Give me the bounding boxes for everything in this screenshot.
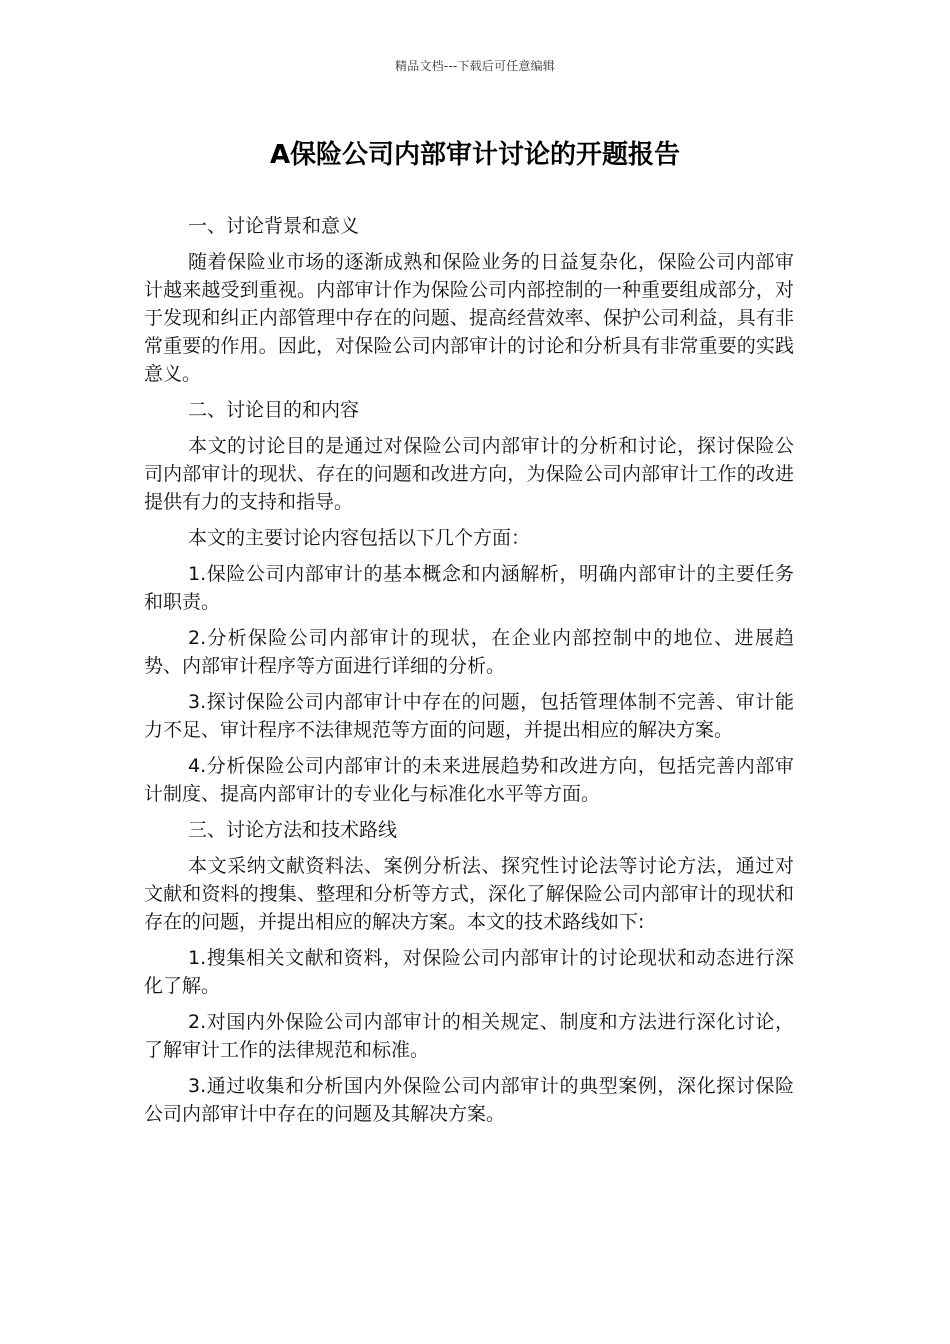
document-body: [144, 212, 794, 1136]
route-item-1: 1.搜集相关文献和资料，对保险公司内部审计的讨论现状和动态进行深化了解。: [144, 947, 794, 997]
section-heading-purpose: 二、讨论目的和内容: [188, 399, 360, 421]
route-item-3: 3.通过收集和分析国内外保险公司内部审计的典型案例，深化探讨保险公司内部审计中存在的问题及其解决方案。: [144, 1075, 794, 1125]
content-item-3: 3.探讨保险公司内部审计中存在的问题，包括管理体制不完善、审计能力不足、审计程序不法律规范等方面的问题，并提出相应的解决方案。: [144, 691, 794, 741]
section-heading-method: 三、讨论方法和技术路线: [188, 819, 398, 841]
document-title: A保险公司内部审计讨论的开题报告: [269, 140, 681, 170]
paragraph-content-intro: 本文的主要讨论内容包括以下几个方面：: [188, 527, 531, 549]
paragraph-background: 随着保险业市场的逐渐成熟和保险业务的日益复杂化，保险公司内部审计越来越受到重视。内部审计作为保险公司内部控制的一种重要组成部分，对于发现和纠正内部管理中存在的问题、提高经营效率、保护公司利益，具有非常重要的作用。因此，对保险公司内部审计的讨论和分析具有非常重要的实践意义。: [144, 251, 794, 385]
content-item-2: 2.分析保险公司内部审计的现状，在企业内部控制中的地位、进展趋势、内部审计程序等方面进行详细的分析。: [144, 627, 794, 677]
content-item-1: 1.保险公司内部审计的基本概念和内涵解析，明确内部审计的主要任务和职责。: [144, 563, 794, 613]
paragraph-purpose: 本文的讨论目的是通过对保险公司内部审计的分析和讨论，探讨保险公司内部审计的现状、存在的问题和改进方向，为保险公司内部审计工作的改进提供有力的支持和指导。: [144, 435, 794, 513]
route-item-2: 2.对国内外保险公司内部审计的相关规定、制度和方法进行深化讨论，了解审计工作的法律规范和标准。: [144, 1011, 794, 1061]
header-note: 精品文档---下载后可任意编辑: [395, 59, 555, 73]
section-heading-background: 一、讨论背景和意义: [188, 215, 360, 237]
content-item-4: 4.分析保险公司内部审计的未来进展趋势和改进方向，包括完善内部审计制度、提高内部审计的专业化与标准化水平等方面。: [144, 755, 794, 805]
paragraph-method: 本文采纳文献资料法、案例分析法、探究性讨论法等讨论方法，通过对文献和资料的搜集、整理和分析等方式，深化了解保险公司内部审计的现状和存在的问题，并提出相应的解决方案。本文的技术路线如下:: [144, 855, 794, 933]
